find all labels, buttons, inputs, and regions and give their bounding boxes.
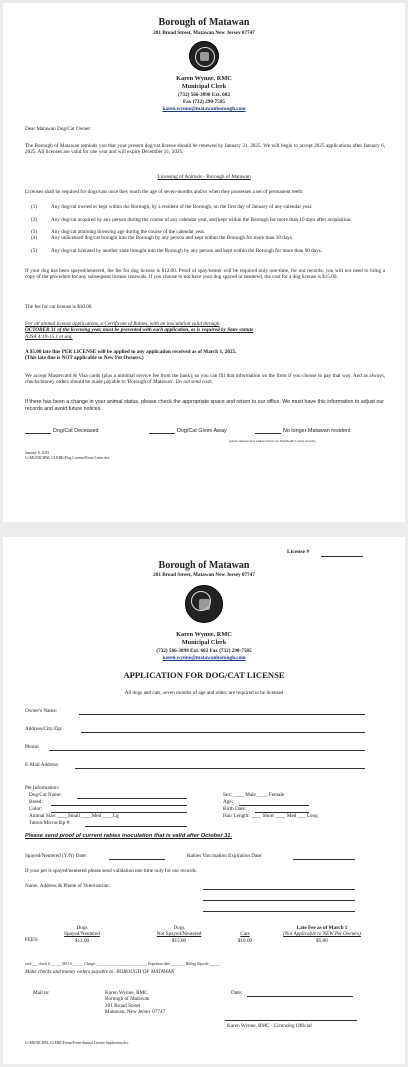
- email-label: E-Mail Address:: [25, 762, 60, 768]
- letter-clerk-name: Karen Wynne, RMC: [176, 75, 232, 82]
- payment-method-row[interactable]: cash ___ check # ______ M/O # ______ Charge: ____________________________ Expiration date ________ Billing Zipcode ______: [25, 962, 221, 966]
- no-cash-note: Do not send cash.: [175, 379, 213, 386]
- app-clerk-name: Karen Wynne, RMC: [176, 631, 232, 638]
- hair-length-field[interactable]: Hair Length: ____ Short ____ Med ___ Long: [223, 813, 318, 819]
- rule-item: [31, 235, 385, 248]
- color-label: Color:: [29, 806, 43, 812]
- check-given-label: Dog/Cat Given Away: [177, 428, 227, 434]
- pet-name-label: Dog/Cat Name:: [29, 792, 62, 798]
- owner-name-field[interactable]: [79, 714, 365, 715]
- letter-fax: Fax (732) 290-7585: [182, 99, 226, 105]
- fee-col-head1: Dogs: [76, 925, 88, 931]
- vet-field-2[interactable]: [203, 900, 355, 901]
- checks-payable-note: Make checks and money orders payable to: BOROUGH OF MATAWAN: [25, 969, 175, 975]
- application-subtitle: All dogs and cats, seven months of age and older, are required to be licensed: [124, 690, 284, 696]
- vet-field-3[interactable]: [203, 911, 355, 912]
- fee-col-head2: Not Spayed/Neutered: [156, 931, 202, 938]
- fee-col-head2: Spayed/Neutered: [64, 931, 100, 938]
- cat-fee: The fee for cat license is $10.00.: [25, 304, 93, 310]
- fee-col-head1: Late Fee as of March 1: [296, 925, 348, 931]
- letter-org: Borough of Matawan: [158, 17, 250, 28]
- rabies-note-line-1: For all animal license applications, a Certificate of Rabies, with an inoculation valid through: [25, 321, 220, 327]
- rules-list: [31, 204, 385, 260]
- application-page: [3, 537, 405, 1064]
- rule-num: (3): [31, 229, 38, 235]
- rabies-proof-note: Please send proof of current rabies inoculation that is valid after October 31.: [25, 833, 233, 839]
- letter-date: January 6, 2025: [25, 451, 50, 455]
- mail-to-label: Mail to:: [33, 990, 50, 996]
- rabies-note: [25, 321, 385, 340]
- rule-text: Any dog/cat owned or kept within the Borough, by a resident of the Borough, on the first day of January of any calendar year.: [51, 204, 313, 210]
- age-label: Age:: [223, 799, 234, 805]
- fee-col-head2: Cats: [240, 931, 250, 938]
- rule-num: (4): [31, 235, 38, 242]
- fee-col-head1: Dogs: [173, 925, 185, 931]
- letter-clerk-title: Municipal Clerk: [181, 83, 227, 90]
- letter-file-path: G:\MUNICIPAL CLERK\Dog License\Form Letter.doc: [25, 456, 110, 460]
- breed-label: Breed:: [29, 799, 43, 805]
- mail-line: Borough of Matawan: [105, 996, 150, 1003]
- app-email-link[interactable]: karen.wynne@matawanborough.com: [162, 655, 246, 661]
- rabies-exp-label: Rabies Vaccination Expiration Date:: [187, 853, 263, 859]
- date-field[interactable]: [247, 996, 353, 997]
- app-file-path: G:\MUNICIPAL CLERK\Forms\Form-Animal License Application.doc: [25, 1041, 129, 1045]
- check-deceased-label: Dog/Cat Deceased: [53, 428, 99, 434]
- address-label: Address/City/Zip:: [25, 726, 63, 732]
- fee-col: [225, 925, 265, 944]
- fee-col-head2: (Not Applicable to NEW Pet Owners): [283, 931, 361, 938]
- fees-label: FEES:: [25, 937, 39, 943]
- mail-line: 201 Broad Street: [105, 1002, 141, 1009]
- payment-info: [25, 373, 385, 386]
- address-field[interactable]: [81, 732, 365, 733]
- date-label: Date:: [231, 990, 243, 996]
- app-clerk-title: Municipal Clerk: [181, 639, 227, 646]
- birth-date-label: Birth Date:: [223, 806, 247, 812]
- validation-note: If your pet is spayed/neutered please send validation one time only for our records.: [25, 868, 197, 874]
- license-number-field[interactable]: [321, 556, 363, 557]
- license-number-label: License #: [287, 549, 310, 555]
- rabies-exp-field[interactable]: [293, 859, 355, 860]
- tattoo-field[interactable]: [85, 826, 187, 827]
- rule-item: [31, 204, 385, 217]
- rule-num: (1): [31, 204, 38, 210]
- rule-item: [31, 248, 385, 261]
- rule-text: Any dog/cat licensed by another state brought into the Borough by any person and kept within the Borough for more than 90 days.: [51, 247, 322, 254]
- salutation: Dear Matawan Dog/Cat Owner:: [25, 126, 92, 132]
- rule-num: (2): [31, 216, 38, 223]
- rabies-note-line-3: NJSA 4:19-15.1 et seq.: [25, 333, 73, 340]
- letter-email-link[interactable]: karen.wynne@matawanborough.com: [162, 106, 246, 112]
- fee-col: [47, 925, 117, 944]
- checkbox-moved[interactable]: [255, 433, 281, 434]
- checkbox-deceased[interactable]: [25, 433, 51, 434]
- phone-label: Phone:: [25, 744, 40, 750]
- section-title: Licensing of Animals - Borough of Matawan: [157, 174, 251, 180]
- late-fee-note: [25, 349, 385, 362]
- mail-address-block: [105, 990, 165, 1016]
- moved-note: (please indicate new address below, for Monmouth County records): [229, 439, 316, 443]
- check-moved-label: No longer Matawan resident: [283, 428, 351, 434]
- late-fee-line-2: (This late fine is NOT applicable to New Pet Owners.): [25, 355, 144, 362]
- age-field[interactable]: [239, 805, 309, 806]
- fee-col: [265, 925, 379, 944]
- para-spay-fee: If your dog has been spayed/neutered, the fee for dog license is $12.00. Proof of spay/neuter will be required only one-time, for our records; you will not need to bring a copy of the procedure for any subsequent license renewals. If you choose to not have your dog spayed or neutered, the cost for a dog license is $15.00.: [25, 268, 385, 281]
- fee-col-amount: $5.00: [316, 937, 328, 944]
- rule-text: Any unlicensed dog/cat brought into the Borough by any person and kept within the Borough for more than 10 days.: [51, 235, 294, 242]
- status-change-note: If there has been a change in your animal status, please check the appropriate space and return to our office. We must have this information to adjust our records and avoid future notices.: [25, 399, 385, 412]
- mail-line: Karen Wynne, RMC: [105, 990, 148, 996]
- breed-field[interactable]: [51, 805, 187, 806]
- spayed-field[interactable]: [109, 859, 165, 860]
- fee-col-amount: $12.00: [74, 937, 90, 944]
- fee-col-amount: $15.00: [171, 937, 187, 944]
- app-org: Borough of Matawan: [158, 560, 250, 571]
- pet-name-field[interactable]: [77, 798, 187, 799]
- fee-col-amount: $10.00: [237, 937, 253, 944]
- phone-field[interactable]: [49, 750, 365, 751]
- tattoo-label: Tattoo/Microchip #:: [29, 820, 71, 826]
- vet-field-1[interactable]: [203, 889, 355, 890]
- email-field[interactable]: [75, 768, 365, 769]
- rule-text: Any dog/cat acquired by any person during the course of any calendar year, and kept within the Borough for more than 10 days after acquisition.: [51, 216, 352, 223]
- signature-label: Karen Wynne, RMC - Licensing Official: [227, 1023, 312, 1029]
- animal-size-field[interactable]: Animal Size: ____Small ____Med ____Lg: [29, 813, 119, 819]
- application-title: APPLICATION FOR DOG/CAT LICENSE: [123, 670, 285, 680]
- letter-page: [3, 3, 405, 522]
- vet-label: Name, Address & Phone of Veterinarian:: [25, 883, 110, 889]
- rule-num: (5): [31, 247, 38, 254]
- para-requirements: Licenses shall be required for dogs/cats once they reach the age of seven-months and/or when they possesses a set of permanent teeth:: [25, 189, 304, 195]
- rule-item: [31, 217, 385, 230]
- owner-name-label: Owner's Name:: [25, 708, 58, 714]
- signature-field[interactable]: [225, 1020, 357, 1021]
- sex-field[interactable]: Sex: ____ Male ____ Female: [223, 792, 285, 798]
- app-address: 201 Broad Street, Matawan New Jersey 07747: [153, 572, 255, 578]
- payment-text: We accept Mastercard & Visa cards (plus a minimal service fee from the bank), so you can fill that information on the form if you choose to pay that way. And as always, checks/money orders should be made payable to 'Borough of Matawan'.: [25, 373, 385, 386]
- borough-seal-icon: [185, 585, 223, 623]
- rabies-note-line-2: OCTOBER 31 of the licensing year, must be presented with each application, as is required by State statute: [25, 327, 254, 334]
- spayed-label: Spayed/Neutered (Y/N) Date:: [25, 853, 87, 859]
- letter-phone: (732) 566-3898 Ext. 602: [178, 92, 230, 98]
- rule-text: Any dog/cat attaining licensing age during the course of the calendar year.: [51, 229, 206, 235]
- letter-address: 201 Broad Street, Matawan New Jersey 07747: [153, 30, 255, 36]
- mail-line: Matawan, New Jersey 07747: [105, 1009, 166, 1016]
- app-phone-fax: (732) 566-3898 Ext. 602 Fax (732) 290-7585: [156, 648, 252, 654]
- checkbox-given-away[interactable]: [149, 433, 175, 434]
- para-renewal: The Borough of Matawan reminds you that your present dog/cat license should be renewed by January 31, 2025. We will begin to accept 2025 applications after January 6, 2025. All licenses are valid for one year and will expire December 31, 2025.: [25, 143, 385, 156]
- borough-seal-icon: [189, 41, 219, 71]
- late-fee-line-1: A $5.00 late fine PER LICENSE will be applied to any application received as of March 1, 2025.: [25, 349, 237, 355]
- fee-col: [139, 925, 219, 944]
- pet-info-label: Pet Information:: [25, 785, 60, 791]
